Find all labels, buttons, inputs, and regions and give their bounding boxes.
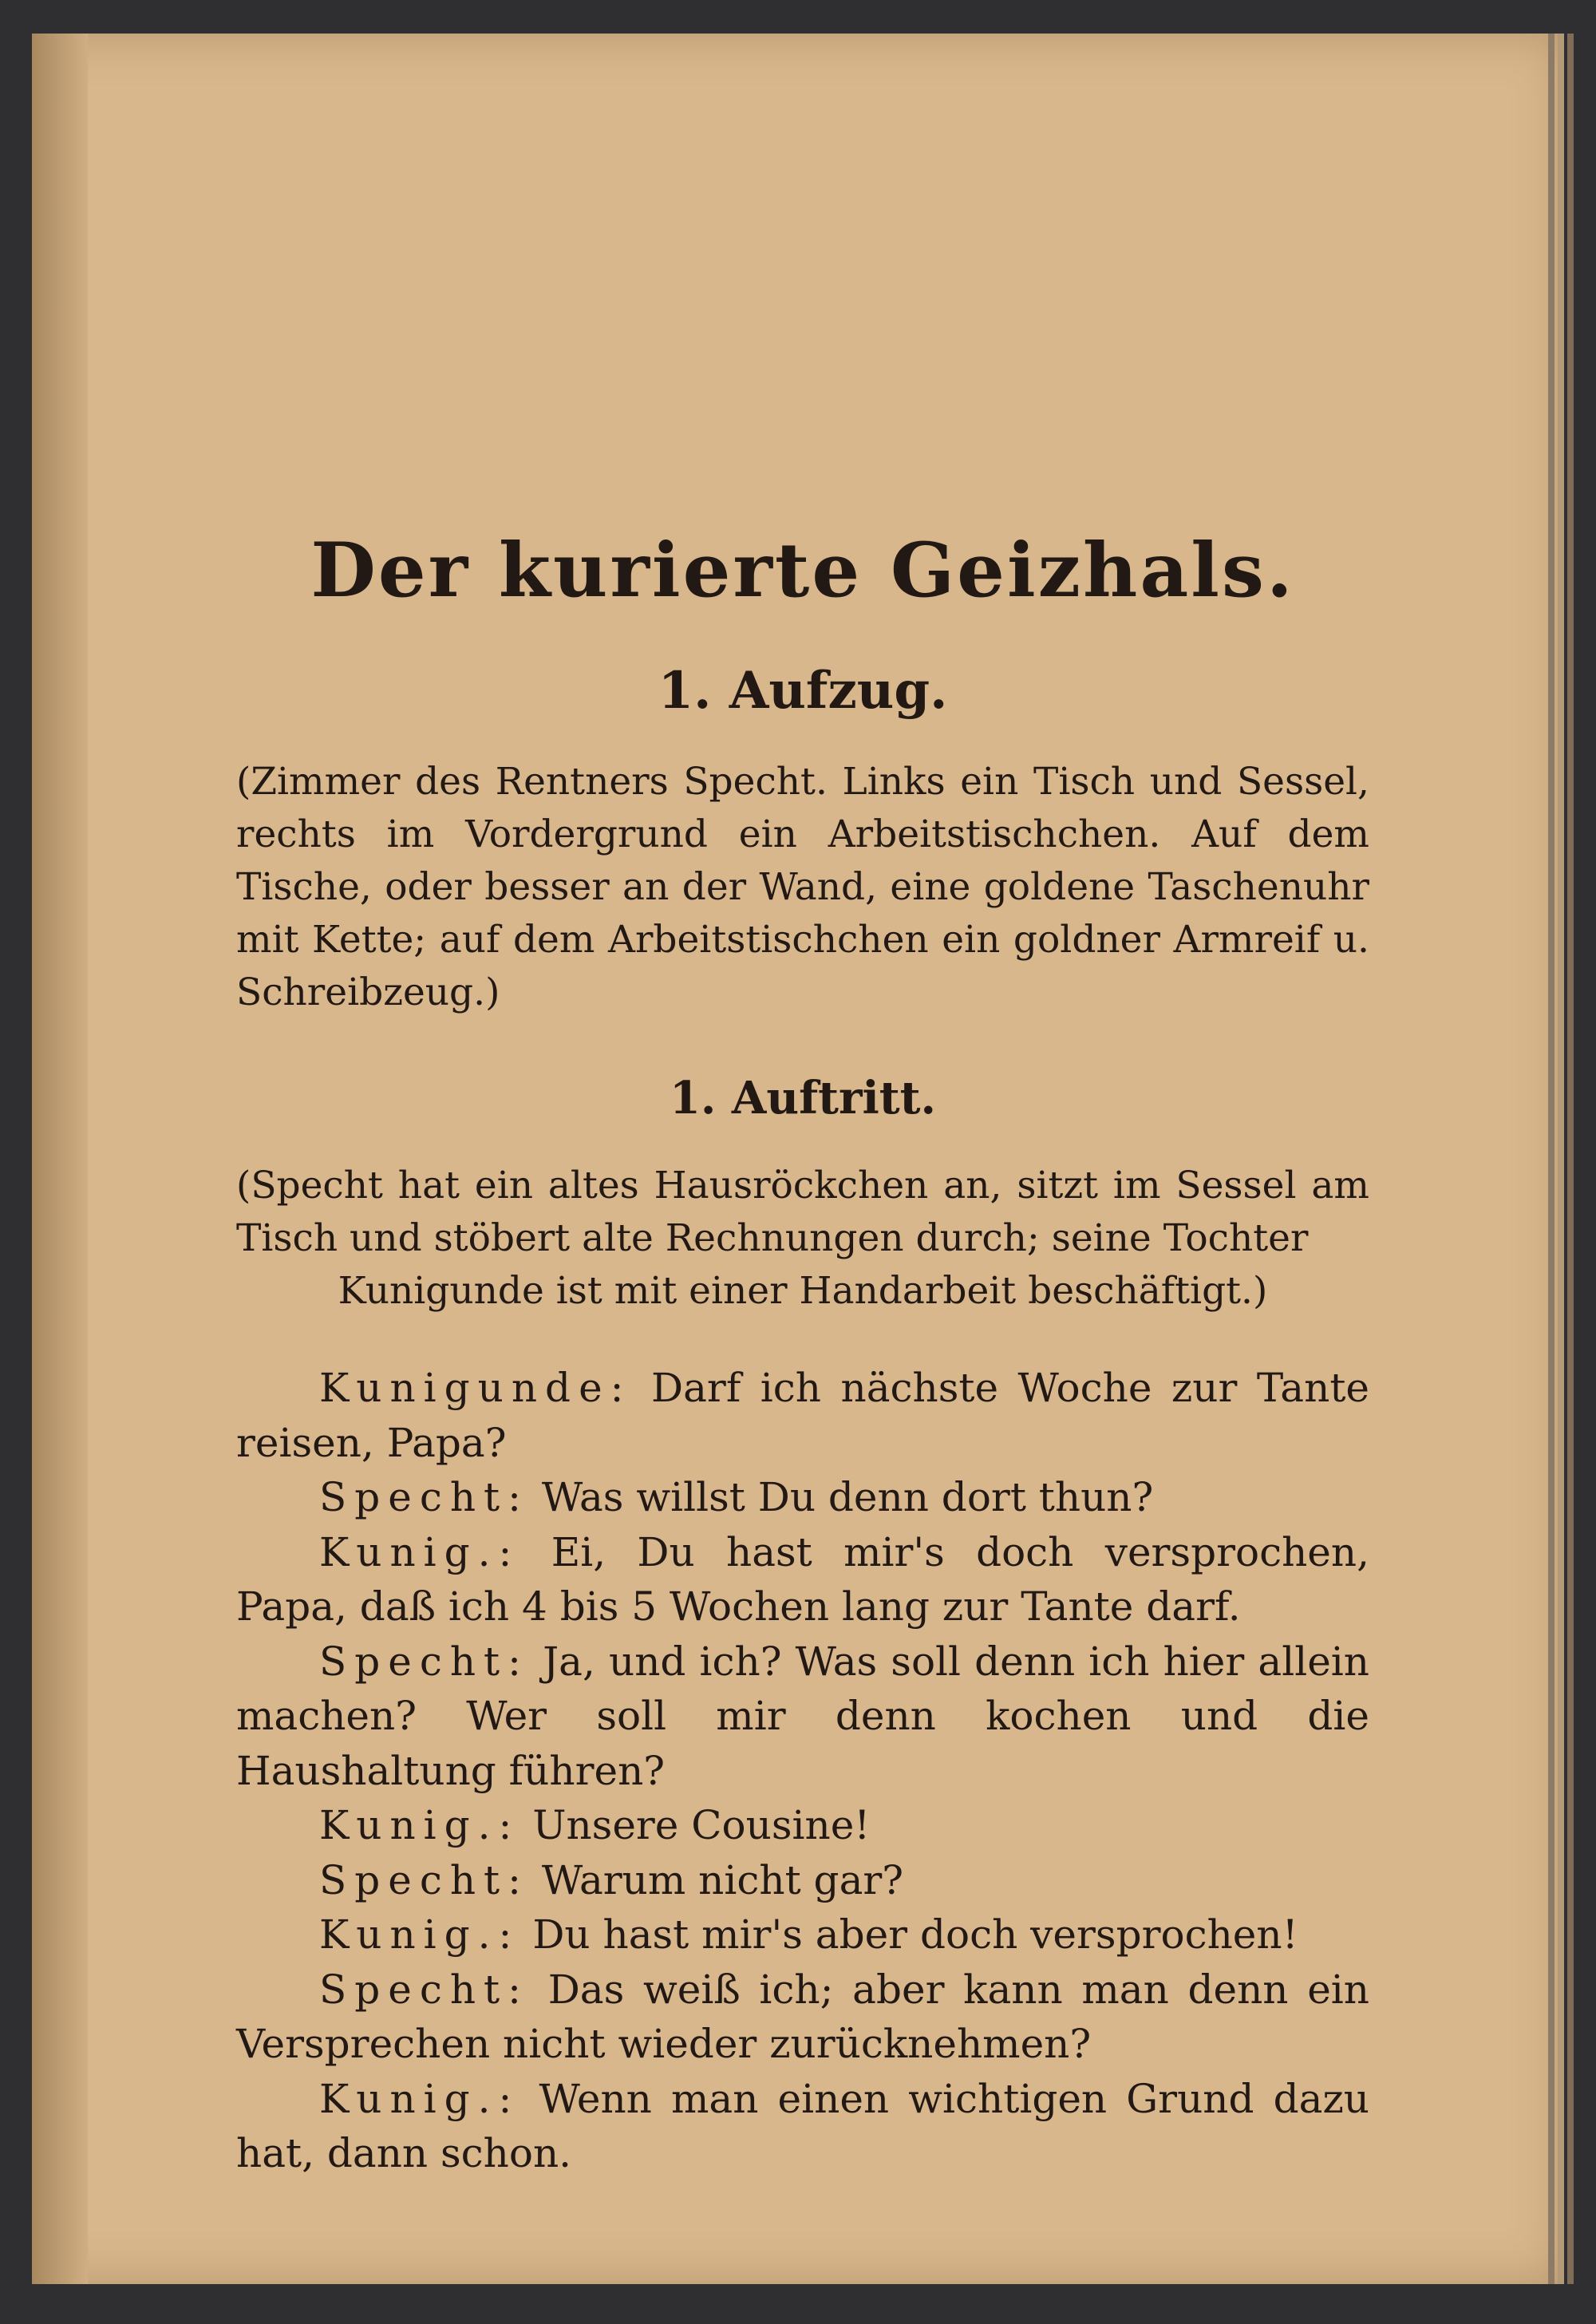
scene-direction-text: (Specht hat ein altes Hausröckchen an, sitzt im Sessel am Tisch und stöbert alte Rechnungen durch; seine Tochter (236, 1164, 1369, 1260)
dialogue-text: Ja, und ich? Was soll denn ich hier allein machen? Wer soll mir denn kochen und die Haushaltung führen? (236, 1638, 1369, 1794)
speaker-name: Specht: (319, 1966, 529, 2013)
dialogue-line (236, 1470, 1369, 1525)
scene-direction (236, 1160, 1369, 1318)
dialogue-line (236, 1525, 1369, 1634)
dialogue-text: Du hast mir's aber doch versprochen! (532, 1911, 1298, 1958)
scene-direction-last-line: Kunigunde ist mit einer Handarbeit beschäftigt.) (338, 1269, 1268, 1313)
speaker-name: Kunig.: (319, 1802, 520, 1848)
speaker-name: Specht: (319, 1474, 529, 1520)
speaker-name: Specht: (319, 1856, 529, 1903)
dialogue-line (236, 2072, 1369, 2181)
page-content (236, 527, 1369, 2181)
dialogue-text: Das weiß ich; aber kann man denn ein Versprechen nicht wieder zurücknehmen? (236, 1966, 1369, 2067)
page-edge (1567, 34, 1574, 2284)
act-heading: 1. Aufzug. (658, 661, 948, 721)
speaker-name: Kunig.: (319, 1528, 520, 1575)
page-edge (1548, 34, 1555, 2284)
dialogue-text: Warum nicht gar? (541, 1856, 904, 1903)
page-gutter (32, 34, 88, 2284)
dialogue-line (236, 1361, 1369, 1470)
speaker-name: Kunig.: (319, 1911, 520, 1958)
speaker-name: Specht: (319, 1638, 529, 1685)
stage-direction: (Zimmer des Rentners Specht. Links ein Tisch und Sessel, rechts im Vordergrund ein Arbeitstischchen. Auf dem Tische, oder besser an der Wand, eine goldene Taschenuhr mit Kette; auf dem Arbeitstischchen ein goldner Armreif u. Schreibzeug.) (236, 760, 1369, 1014)
play-title: Der kurierte Geizhals. (310, 527, 1295, 615)
dialogue-text: Was willst Du denn dort thun? (541, 1474, 1154, 1520)
dialogue-text: Ei, Du hast mir's doch versprochen, Papa, daß ich 4 bis 5 Wochen lang zur Tante darf. (236, 1528, 1369, 1630)
page-edge (1558, 34, 1564, 2284)
dialogue-line (236, 1907, 1369, 1962)
dialogue-line (236, 1634, 1369, 1799)
dialogue-line (236, 1853, 1369, 1908)
speaker-name: Kunig.: (319, 2075, 520, 2122)
dialogue-text: Unsere Cousine! (532, 1802, 871, 1848)
dialogue-line (236, 1962, 1369, 2072)
dialogue-line (236, 1798, 1369, 1853)
dialogue-text: Darf ich nächste Woche zur Tante reisen, Papa? (236, 1365, 1370, 1466)
speaker-name: Kunigunde: (319, 1365, 632, 1411)
dialogue-text: Wenn man einen wichtigen Grund dazu hat, dann schon. (236, 2075, 1369, 2176)
scene-heading: 1. Auftritt. (669, 1072, 937, 1124)
